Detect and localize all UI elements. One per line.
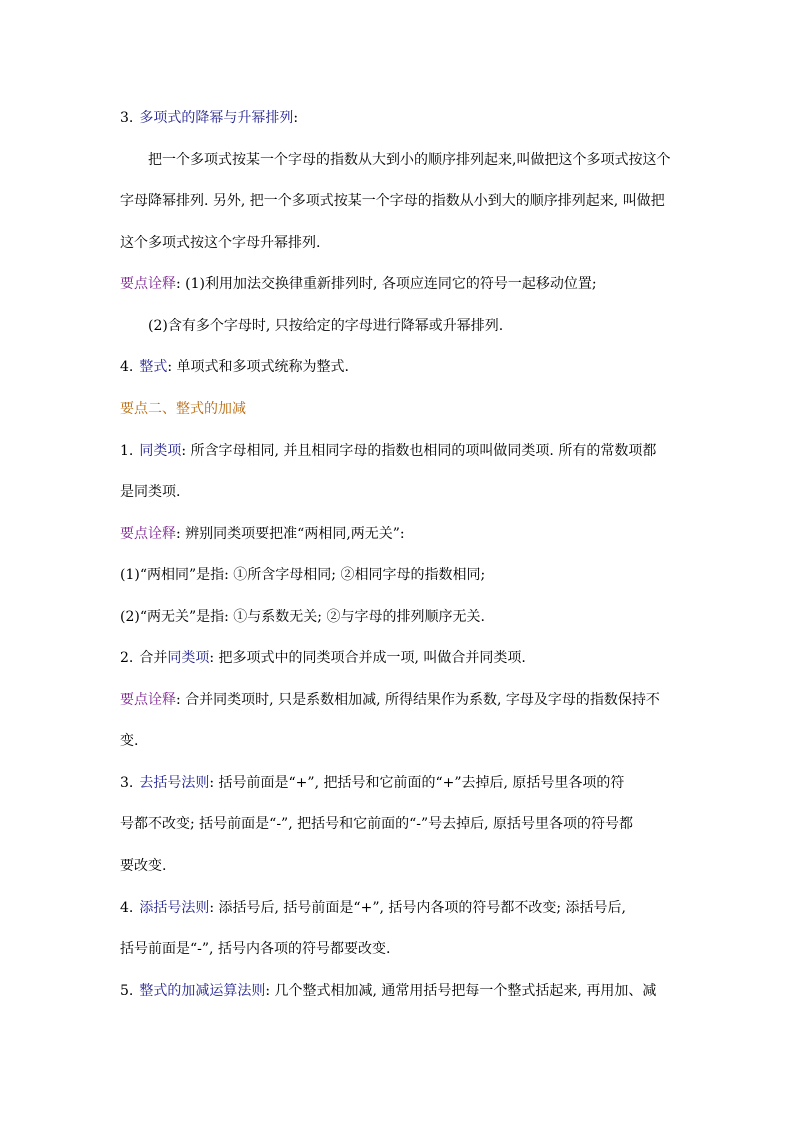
heading-s5 <box>120 981 656 1001</box>
paragraph-line: 是同类项. <box>120 484 181 500</box>
note-colon: : <box>176 276 181 292</box>
paragraph-line: 字母降幂排列. 另外, 把一个多项式按某一个字母的指数从小到大的顺序排列起来, 叫做把 <box>120 193 665 209</box>
heading-text: : 添括号后, 括号前面是“+”, 括号内各项的符号都不改变; 添括号后, <box>209 900 626 916</box>
heading-term: 同类项 <box>139 443 182 459</box>
paragraph-line: 这个多项式按这个字母升幂排列. <box>120 235 321 251</box>
heading-term: 添括号法则 <box>139 900 210 916</box>
note-line <box>120 690 660 710</box>
note-text: : 辨别同类项要把准“两相同,两无关”: <box>176 526 405 542</box>
heading-s3b <box>120 773 624 793</box>
heading-number: 4. <box>120 900 134 916</box>
note-label: 要点诠释 <box>120 692 176 708</box>
heading-term: 同类项 <box>167 650 210 666</box>
paragraph-line: 要改变. <box>120 858 167 874</box>
heading-s1 <box>120 441 656 461</box>
heading-term: 多项式的降幂与升幂排列 <box>139 110 294 126</box>
heading-term: 整式的加减运算法则 <box>139 983 266 999</box>
heading-number: 3. <box>120 775 134 791</box>
note-line <box>120 524 405 544</box>
list-item: (1)“两相同”是指: ①所含字母相同; ②相同字母的指数相同; <box>120 567 486 583</box>
note-label: 要点诠释 <box>120 276 176 292</box>
heading-s4b <box>120 898 626 918</box>
heading-number: 1. <box>120 443 134 459</box>
heading-number: 3. <box>120 110 134 126</box>
paragraph-line: 号都不改变; 括号前面是“-”, 把括号和它前面的“-”号去掉后, 原括号里各项的符号都 <box>120 816 634 832</box>
note-text: : 合并同类项时, 只是系数相加减, 所得结果作为系数, 字母及字母的指数保持不 <box>176 692 660 708</box>
note-label: 要点诠释 <box>120 526 176 542</box>
section-heading: 要点二、整式的加减 <box>120 401 246 417</box>
heading-text: : 把多项式中的同类项合并成一项, 叫做合并同类项. <box>209 650 526 666</box>
heading-text: : 几个整式相加减, 通常用括号把每一个整式括起来, 再用加、减 <box>265 983 657 999</box>
paragraph-line: 括号前面是“-”, 括号内各项的符号都要改变. <box>120 941 391 957</box>
heading-colon: : <box>293 110 299 126</box>
note-text: (1)利用加法交换律重新排列时, 各项应连同它的符号一起移动位置; <box>185 276 597 292</box>
heading-number: 2. <box>120 650 134 666</box>
heading-term: 去括号法则 <box>139 775 210 791</box>
heading-s2 <box>120 648 526 668</box>
list-item: (2)“两无关”是指: ①与系数无关; ②与字母的排列顺序无关. <box>120 609 485 625</box>
heading-number: 5. <box>120 983 134 999</box>
paragraph-line: 把一个多项式按某一个字母的指数从大到小的顺序排列起来,叫做把这个多项式按这个 <box>148 152 671 168</box>
heading-s3 <box>120 108 298 128</box>
note-line: (2)含有多个字母时, 只按给定的字母进行降幂或升幂排列. <box>148 318 504 334</box>
heading-number: 4. <box>120 359 134 375</box>
note-line <box>120 274 597 294</box>
heading-text: : 括号前面是“+”, 把括号和它前面的“+”去掉后, 原括号里各项的符 <box>209 775 625 791</box>
heading-text: : 所含字母相同, 并且相同字母的指数也相同的项叫做同类项. 所有的常数项都 <box>181 443 657 459</box>
heading-term: 整式 <box>139 359 168 375</box>
heading-s4 <box>120 357 349 377</box>
heading-prefix: 合并 <box>139 650 168 666</box>
heading-text: : 单项式和多项式统称为整式. <box>167 359 349 375</box>
note-line: 变. <box>120 733 139 749</box>
